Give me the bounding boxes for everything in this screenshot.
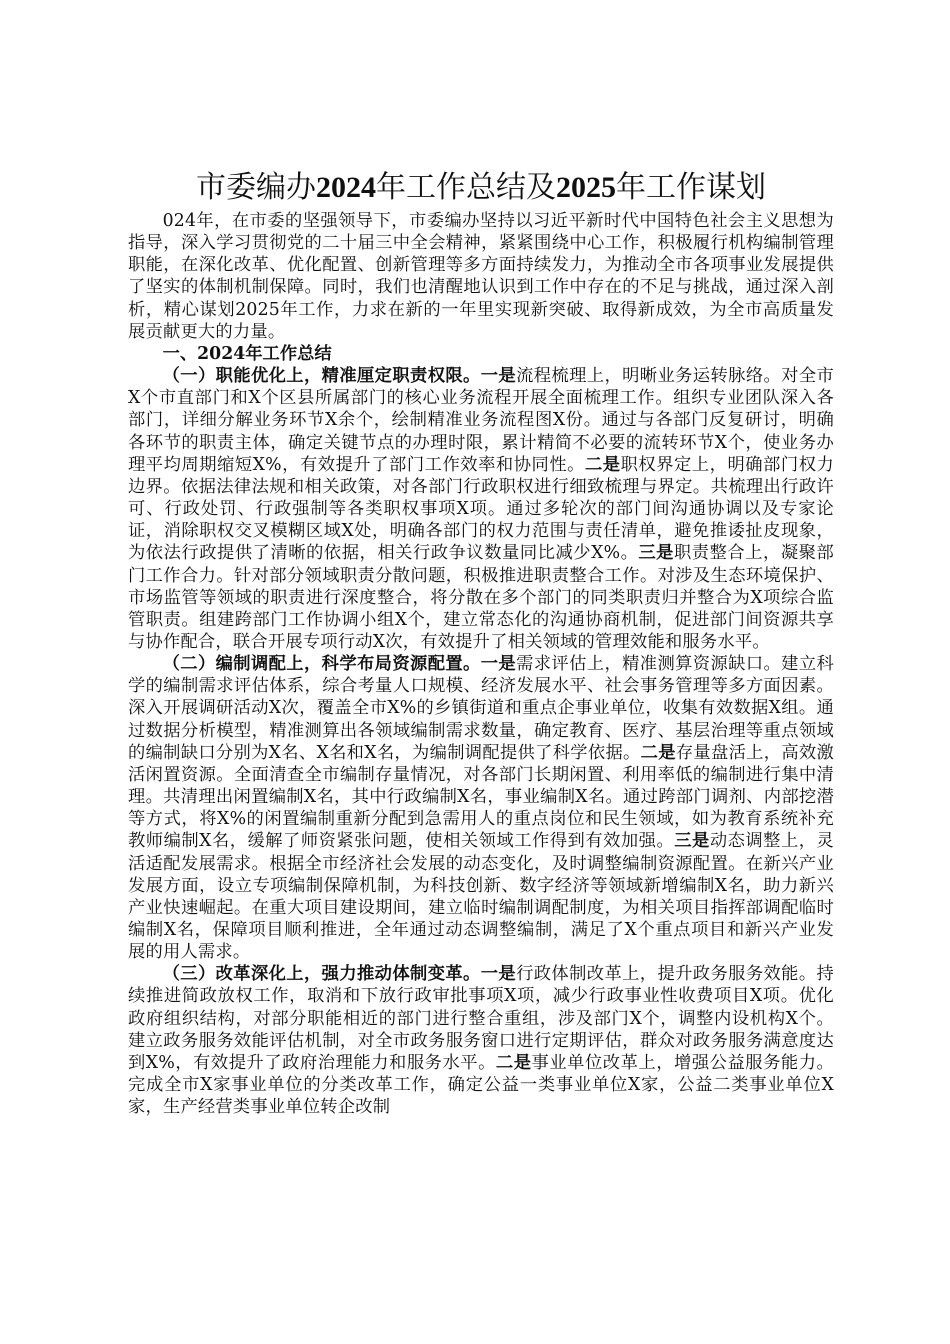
document-page [128, 168, 834, 1118]
intro-paragraph: 024年，在市委的坚强领导下，市委编办坚持以习近平新时代中国特色社会主义思想为指导，深入学习贯彻党的二十届三中全会精神，紧紧围绕中心工作，积极履行机构编制管理职能，在深化改革、优化配置、创新管理等多方面持续发力，为推动全市各项事业发展提供了坚实的体制机制保障。同时，我们也清醒地认识到工作中存在的不足与挑战，通过深入剖析，精心谋划2025年工作，力求在新的一年里实现新突破、取得新成效，为全市高质量发展贡献更大的力量。 [128, 211, 834, 342]
item-lead: （一）职能优化上，精准厘定职责权限。 [162, 366, 481, 387]
item-lead: （二）编制调配上，科学布局资源配置。 [162, 654, 481, 675]
item-paragraph-2 [128, 653, 834, 963]
item-lead: （三）改革深化上，强力推动体制变革。 [162, 964, 481, 985]
item-ordinal: 一是 [480, 964, 517, 985]
title-year-2024: 2024 [316, 171, 376, 204]
item-ordinal: 三是 [674, 831, 710, 852]
title-text: 年工作谋划 [616, 171, 766, 204]
item-text: 职权界定上，明确部门权力边界。依据法律法规和相关政策，对各部门行政职权进行细致梳理与界定。共梳理出行政许可、行政处罚、行政强制等各类职权事项X项。通过多轮次的部门间沟通协调以及专家论证，消除职权交叉模糊区域X处，明确各部门的权力范围与责任清单，避免推诿扯皮现象，为依法行政提供了清晰的依据，相关行政争议数量同比减少X%。 [128, 454, 834, 564]
item-text: 行政体制改革上，提升政务服务效能。持续推进简政放权工作，取消和下放行政审批事项X项，减少行政事业性收费项目X项。优化政府组织结构，对部分职能相近的部门进行整合重组，涉及部门X个，调整内设机构X个。建立政务服务效能评估机制，对全市政务服务窗口进行定期评估，群众对政务服务满意度达到X%，有效提升了政府治理能力和服务水平。 [128, 964, 835, 1073]
section-heading: 一、2024年工作总结 [162, 343, 332, 364]
title-year-2025: 2025 [556, 171, 616, 204]
item-paragraph-1 [128, 365, 834, 653]
item-text: 流程梳理上，明晰业务运转脉络。对全市X个市直部门和X个区县所属部门的核心业务流程开展全面梳理工作。组织专业团队深入各部门，详细分解业务环节X余个，绘制精准业务流程图X份。通过与各部门反复研讨，明确各环节的职责主体，确定关键节点的办理时限，累计精简不必要的流转环节X个，使业务办理平均周期缩短X%，有效提升了部门工作效率和协同性。 [128, 366, 835, 475]
item-paragraph-3 [128, 963, 834, 1118]
item-text: 动态调整上，灵活适配发展需求。根据全市经济社会发展的动态变化，及时调整编制资源配置。在新兴产业发展方面，设立专项编制保障机制，为科技创新、数字经济等领域新增编制X名，助力新兴产业快速崛起。在重大项目建设期间，建立临时编制调配制度，为相关项目指挥部调配临时编制X名，保障项目顺利推进，全年通过动态调整编制，满足了X个重点项目和新兴产业发展的用人需求。 [128, 831, 834, 963]
item-text: 存量盘活上，高效激活闲置资源。全面清查全市编制存量情况，对各部门长期闲置、利用率低的编制进行集中清理。共清理出闲置编制X名，其中行政编制X名，事业编制X名。通过跨部门调剂、内部挖潜等方式，将X%的闲置编制重新分配到急需用人的重点岗位和民生领域，如为教育系统补充教师编制X名，缓解了师资紧张问题，使相关领域工作得到有效加强。 [128, 742, 834, 852]
item-ordinal: 二是 [640, 742, 676, 763]
item-ordinal: 二是 [584, 454, 621, 475]
item-text: 职责整合上，凝聚部门工作合力。针对部分领域职责分散问题，积极推进职责整合工作。对涉及生态环境保护、市场监管等领域的职责进行深度整合，将分散在多个部门的同类职责归并整合为X项综合监管职责。组建跨部门工作协调小组X个，建立常态化的沟通协商机制，促进部门间资源共享与协作配合，联合开展专项行动X次，有效提升了相关领域的管理效能和服务水平。 [128, 543, 834, 652]
document-title [128, 168, 834, 208]
title-text: 年工作总结及 [376, 171, 556, 204]
item-text: 事业单位改革上，增强公益服务能力。完成全市X家事业单位的分类改革工作，确定公益一类事业单位X家，公益二类事业单位X家，生产经营类事业单位转企改制 [128, 1052, 834, 1118]
item-ordinal: 二是 [495, 1052, 532, 1073]
item-text: 需求评估上，精准测算资源缺口。建立科学的编制需求评估体系，综合考量人口规模、经济发展水平、社会事务管理等多方面因素。深入开展调研活动X次，覆盖全市X%的乡镇街道和重点企事业单位，收集有效数据X组。通过数据分析模型，精准测算出各领域编制需求数量，确定教育、医疗、基层治理等重点领域的编制缺口分别为X名、X名和X名，为编制调配提供了科学依据。 [128, 654, 835, 763]
item-ordinal: 一是 [480, 366, 517, 387]
item-ordinal: 一是 [480, 654, 517, 675]
item-ordinal: 三是 [638, 543, 674, 564]
title-text: 市委编办 [196, 171, 316, 204]
